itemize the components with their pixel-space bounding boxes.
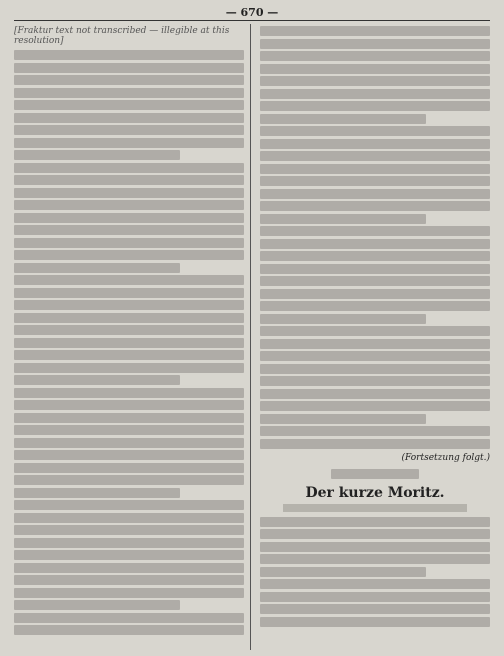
text-line bbox=[14, 163, 244, 173]
text-line bbox=[14, 575, 244, 585]
text-line bbox=[260, 76, 490, 86]
text-line bbox=[14, 288, 244, 298]
column-divider bbox=[250, 24, 251, 650]
page-number: — 670 — bbox=[225, 6, 279, 19]
text-line bbox=[14, 375, 180, 385]
text-line bbox=[14, 263, 180, 273]
right-column bbox=[260, 26, 490, 646]
text-line bbox=[260, 176, 490, 186]
text-line bbox=[260, 239, 490, 249]
text-line bbox=[260, 214, 426, 224]
text-line bbox=[14, 200, 244, 210]
right-text-lines-top bbox=[260, 26, 490, 449]
text-line bbox=[14, 500, 244, 510]
text-line bbox=[14, 613, 244, 623]
text-line bbox=[14, 350, 244, 360]
text-line bbox=[14, 588, 244, 598]
text-line bbox=[260, 414, 426, 424]
text-line bbox=[260, 289, 490, 299]
article-heading: Der kurze Moritz. bbox=[305, 484, 445, 501]
text-line bbox=[260, 554, 490, 564]
text-line bbox=[14, 438, 244, 448]
text-line bbox=[260, 401, 490, 411]
text-line bbox=[260, 114, 426, 124]
text-line bbox=[14, 113, 244, 123]
text-line bbox=[14, 513, 244, 523]
text-line bbox=[260, 517, 490, 527]
text-line bbox=[14, 238, 244, 248]
text-line bbox=[14, 300, 244, 310]
text-line bbox=[260, 439, 490, 449]
text-line bbox=[14, 50, 244, 60]
text-line bbox=[260, 89, 490, 99]
text-line bbox=[14, 75, 244, 85]
text-line bbox=[14, 475, 244, 485]
text-line bbox=[14, 388, 244, 398]
text-line bbox=[14, 250, 244, 260]
text-line bbox=[260, 567, 426, 577]
text-line bbox=[14, 600, 180, 610]
text-line bbox=[14, 125, 244, 135]
text-line bbox=[260, 226, 490, 236]
continuation-note: (Fortsetzung folgt.) bbox=[401, 452, 490, 463]
article-byline bbox=[283, 504, 467, 512]
text-line bbox=[14, 538, 244, 548]
text-line bbox=[260, 301, 490, 311]
text-line bbox=[260, 314, 426, 324]
text-line bbox=[260, 592, 490, 602]
text-line bbox=[14, 275, 244, 285]
text-line bbox=[14, 625, 244, 635]
right-text-lines-bottom bbox=[260, 517, 490, 627]
text-line bbox=[260, 579, 490, 589]
text-line bbox=[260, 189, 490, 199]
text-line bbox=[14, 188, 244, 198]
text-line bbox=[14, 338, 244, 348]
text-line bbox=[260, 276, 490, 286]
untranscribed-note: [Fraktur text not transcribed — illegible at this resolution] bbox=[14, 26, 230, 46]
text-line bbox=[260, 39, 490, 49]
text-line bbox=[260, 604, 490, 614]
text-line bbox=[14, 400, 244, 410]
text-line bbox=[260, 542, 490, 552]
text-line bbox=[14, 488, 180, 498]
text-line bbox=[260, 126, 490, 136]
text-line bbox=[260, 339, 490, 349]
left-text-lines bbox=[14, 50, 244, 635]
text-line bbox=[14, 225, 244, 235]
text-line bbox=[260, 351, 490, 361]
text-line bbox=[260, 251, 490, 261]
header-rule bbox=[14, 20, 490, 21]
text-line bbox=[260, 426, 490, 436]
text-line bbox=[14, 525, 244, 535]
text-line bbox=[14, 138, 244, 148]
text-line bbox=[260, 151, 490, 161]
text-line bbox=[14, 363, 244, 373]
left-column bbox=[14, 26, 244, 646]
text-line bbox=[14, 550, 244, 560]
text-line bbox=[14, 413, 244, 423]
text-line bbox=[260, 264, 490, 274]
text-line bbox=[14, 88, 244, 98]
separator-line bbox=[331, 469, 418, 479]
text-line bbox=[260, 376, 490, 386]
text-line bbox=[260, 164, 490, 174]
text-line bbox=[14, 150, 180, 160]
text-line bbox=[260, 364, 490, 374]
text-line bbox=[260, 389, 490, 399]
text-line bbox=[14, 100, 244, 110]
text-line bbox=[14, 463, 244, 473]
text-line bbox=[14, 63, 244, 73]
text-line bbox=[260, 51, 490, 61]
text-line bbox=[260, 26, 490, 36]
text-line bbox=[14, 325, 244, 335]
text-line bbox=[260, 101, 490, 111]
text-line bbox=[14, 175, 244, 185]
text-line bbox=[260, 529, 490, 539]
text-line bbox=[260, 139, 490, 149]
text-line bbox=[260, 201, 490, 211]
text-line bbox=[260, 617, 490, 627]
text-line bbox=[260, 326, 490, 336]
text-line bbox=[260, 64, 490, 74]
text-line bbox=[14, 425, 244, 435]
text-line bbox=[14, 563, 244, 573]
text-line bbox=[14, 213, 244, 223]
text-line bbox=[14, 313, 244, 323]
text-line bbox=[14, 450, 244, 460]
